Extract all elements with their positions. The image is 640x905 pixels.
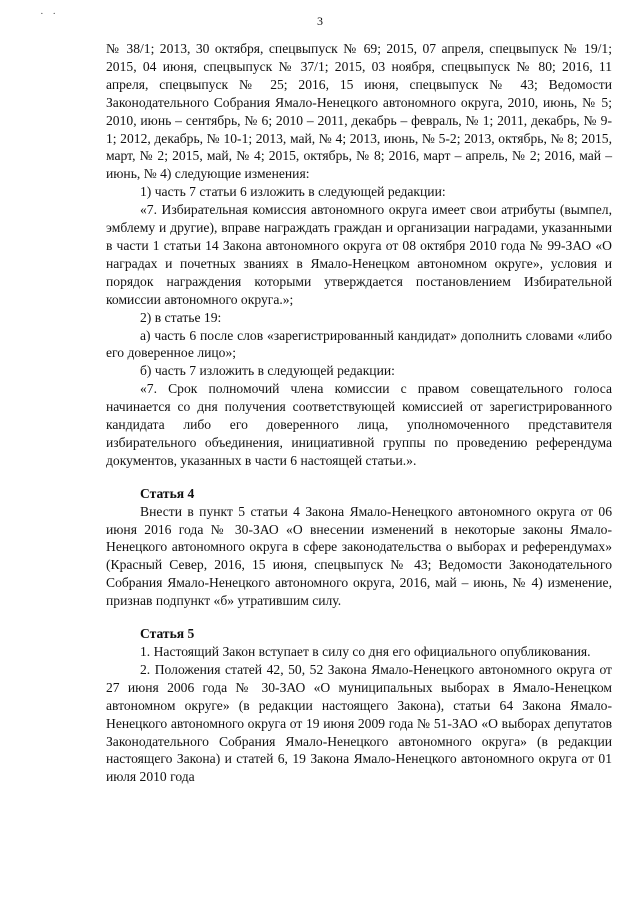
paragraph-quote-article-19: «7. Срок полномочий члена комиссии с правом совещательного голоса начинается со дня получения соответствующей комиссией от зарегистрированного кандидата либо его доверенного лица, уполномоченного представителя избирательного объединения, инициативной группы по проведению референдума документов, указанных в части 6 настоящей статьи.».	[106, 381, 612, 468]
article-4-heading: Статья 4	[140, 485, 195, 501]
article-5-part-1: 1. Настоящий Закон вступает в силу со дня его официального опубликования.	[140, 644, 591, 659]
paragraph-item-2: 2) в статье 19:	[140, 309, 222, 325]
paragraph-item-1: 1) часть 7 статьи 6 изложить в следующей редакции:	[140, 184, 446, 200]
paragraph-continuation: № 38/1; 2013, 30 октября, спецвыпуск № 69; 2015, 07 апреля, спецвыпуск № 19/1; 2015, 04 июня, спецвыпуск № 37/1; 2015, 03 ноября, спецвыпуск № 80; 2016, 11 апреля, спецвыпуск № 25; 2016, 15 июня, спецвыпуск № 43; Ведомости Законодательного Собрания Ямало-Ненецкого автономного округа, 2010, июнь, № 5; 2010, июнь – сентябрь, № 6; 2010 – 2011, декабрь – февраль, № 1; 2011, декабрь, № 9-1; 2012, декабрь, № 10-1; 2013, май, № 4; 2013, июнь, № 5-2; 2013, октябрь, № 8; 2015, март, № 2; 2015, май, № 4; 2015, октябрь, № 8; 2016, март – апрель, № 2; 2016, май – июнь, № 4) следующие изменения:	[106, 41, 612, 182]
article-5-part-2: 2. Положения статей 42, 50, 52 Закона Ямало-Ненецкого автономного округа от 27 июня 2006 года № 30-ЗАО «О муниципальных выборах в Ямало-Ненецком автономном округе» (в редакции настоящего Закона), статьи 64 Закона Ямало-Ненецкого автономного округа от 19 июня 2009 года № 51-ЗАО «О выборах депутатов Законодательного Собрания Ямало-Ненецкого автономного округа» (в редакции настоящего Закона) и статей 6, 19 Закона Ямало-Ненецкого автономного округа от 01 июля 2010 года	[106, 661, 612, 785]
document-body	[106, 40, 612, 786]
paragraph-quote-article-6: «7. Избирательная комиссия автономного округа имеет свои атрибуты (вымпел, эмблему и другие), вправе награждать граждан и организации наградами, указанными в части 1 статьи 14 Закона автономного округа от 08 октября 2010 года № 99-ЗАО «О наградах и почетных званиях в Ямало-Ненецком автономном округе», условия и порядок награждения которыми утверждается постановлением Избирательной комиссии автономного округа.»;	[106, 202, 612, 307]
page-number: 3	[317, 14, 323, 28]
paragraph-item-2a: а) часть 6 после слов «зарегистрированный кандидат» дополнить словами «либо его доверенное лицо»;	[106, 327, 612, 361]
paragraph-item-2b: б) часть 7 изложить в следующей редакции:	[140, 363, 395, 379]
corner-mark: · ·	[40, 8, 60, 20]
article-4-text: Внести в пункт 5 статьи 4 Закона Ямало-Ненецкого автономного округа от 06 июня 2016 года № 30-ЗАО «О внесении изменений в некоторые законы Ямало-Ненецкого автономного округа в сфере законодательства о выборах и референдумах» (Красный Север, 2016, 15 июня, спецвыпуск № 43; Ведомости Законодательного Собрания Ямало-Ненецкого автономного округа, 2016, май – июнь, № 4) изменение, признав подпункт «б» утратившим силу.	[106, 503, 612, 609]
article-5-heading: Статья 5	[140, 626, 195, 642]
